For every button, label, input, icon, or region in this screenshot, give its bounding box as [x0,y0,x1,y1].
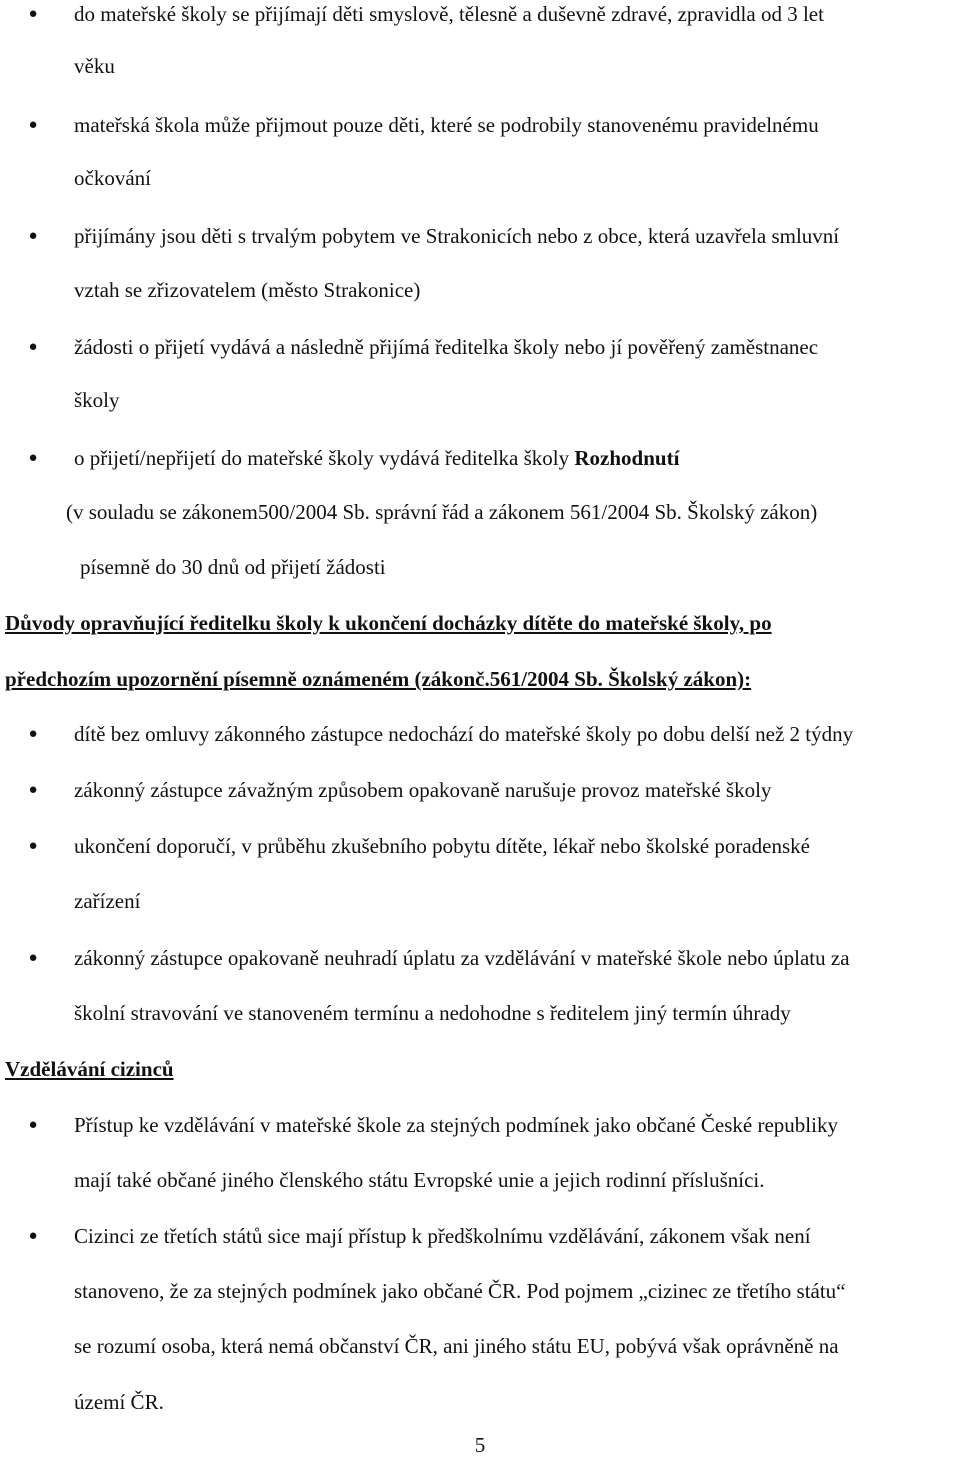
bullet-dot-icon: ● [28,117,38,133]
list-item-text [74,445,679,471]
list-item-text: mateřská škola může přijmout pouze děti, které se podrobily stanovenému pravidelnému [74,113,819,137]
list-item-text: se rozumí osoba, která nemá občanství ČR, ani jiného státu EU, pobývá však oprávněně na [74,1334,839,1358]
list-item-text: stanoveno, že za stejných podmínek jako občané ČR. Pod pojmem „cizinec ze třetího státu“ [74,1279,846,1303]
bullet-dot-icon: ● [28,1228,38,1244]
list-item-text: Cizinci ze třetích států sice mají přístup k předškolnímu vzdělávání, zákonem však není [74,1224,811,1248]
bullet-dot-icon: ● [28,782,38,798]
section-heading-line: Důvody opravňující ředitelku školy k ukončení docházky dítěte do mateřské školy, po [5,611,772,635]
list-item-text: (v souladu se zákonem500/2004 Sb. správní řád a zákonem 561/2004 Sb. Školský zákon) [66,500,818,524]
bullet-dot-icon: ● [28,726,38,742]
bullet-dot-icon: ● [28,339,38,355]
list-item-text: Přístup ke vzdělávání v mateřské škole za stejných podmínek jako občané České republiky [74,1113,838,1137]
list-item-text: písemně do 30 dnů od přijetí žádosti [80,555,386,579]
page-number: 5 [474,1433,486,1457]
list-item-text: mají také občané jiného členského státu Evropské unie a jejich rodinní příslušníci. [74,1168,765,1192]
bullet-dot-icon: ● [28,950,38,966]
list-item-text: očkování [74,166,151,190]
list-item-text: do mateřské školy se přijímají děti smyslově, tělesně a duševně zdravé, zpravidla od 3 let [74,2,824,26]
bullet-dot-icon: ● [28,1117,38,1133]
list-item-text: zařízení [74,889,141,913]
list-item-text: dítě bez omluvy zákonného zástupce nedochází do mateřské školy po dobu delší než 2 týdny [74,722,854,746]
decision-text: o přijetí/nepřijetí do mateřské školy vydává ředitelka školy [74,446,575,470]
list-item-text: území ČR. [74,1390,164,1414]
list-item-text: zákonný zástupce opakovaně neuhradí úplatu za vzdělávání v mateřské škole nebo úplatu za [74,946,850,970]
list-item-text: zákonný zástupce závažným způsobem opakovaně narušuje provoz mateřské školy [74,778,772,802]
list-item-text: přijímány jsou děti s trvalým pobytem ve Strakonicích nebo z obce, která uzavřela smluvní [74,224,840,248]
decision-bold: Rozhodnutí [574,446,680,470]
list-item-text: ukončení doporučí, v průběhu zkušebního pobytu dítěte, lékař nebo školské poradenské [74,834,810,858]
list-item-text: žádosti o přijetí vydává a následně přijímá ředitelka školy nebo jí pověřený zaměstnanec [74,335,819,359]
bullet-dot-icon: ● [28,6,38,22]
list-item-text: školní stravování ve stanoveném termínu a nedohodne s ředitelem jiný termín úhrady [74,1001,791,1025]
bullet-dot-icon: ● [28,838,38,854]
section-heading: Vzdělávání cizinců [5,1057,174,1081]
list-item-text: školy [74,388,120,412]
bullet-dot-icon: ● [28,450,38,466]
list-item-text: vztah se zřizovatelem (město Strakonice) [74,278,421,302]
section-heading-line: předchozím upozornění písemně oznámeném (zákonč.561/2004 Sb. Školský zákon): [5,667,752,691]
bullet-dot-icon: ● [28,228,38,244]
list-item-text: věku [74,54,115,78]
